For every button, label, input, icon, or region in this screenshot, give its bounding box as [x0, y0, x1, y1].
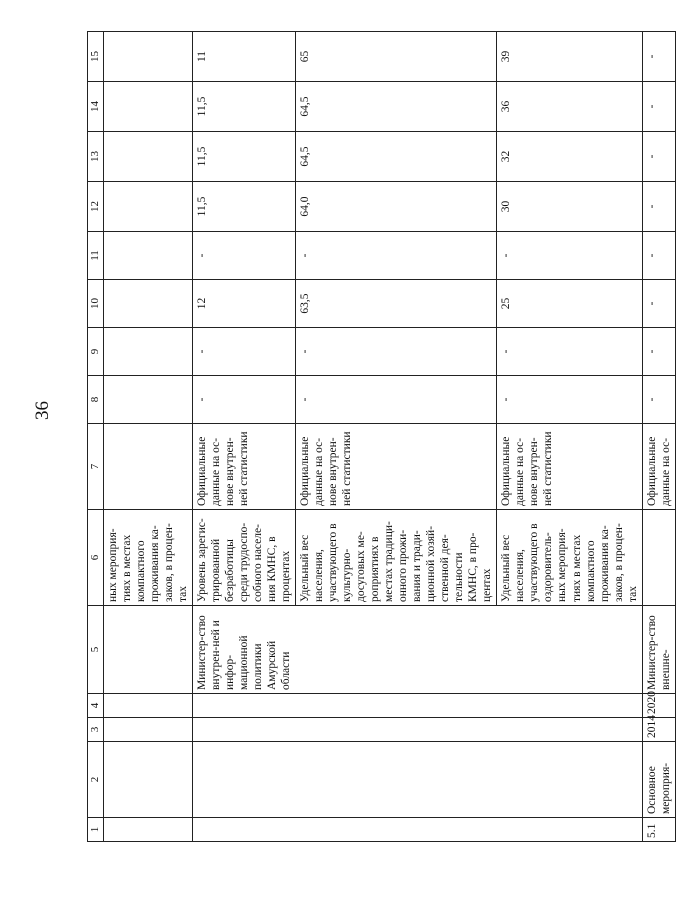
header-cell: 12 [88, 182, 104, 232]
cell-value: - [296, 232, 497, 280]
cell-value: - [497, 328, 642, 376]
cell-value: - [642, 280, 675, 328]
cell-source: Официальные данные на ос-нове внутрен-ней статистики [296, 424, 497, 510]
cell-value: - [497, 232, 642, 280]
cell-value: 11 [193, 32, 296, 82]
header-cell: 3 [88, 718, 104, 742]
cell-value: 65 [296, 32, 497, 82]
cell-num: 5.1 [642, 818, 675, 842]
cell-indicator: Уровень зарегис-трированной безработицы среди трудоспо-собного населе-ния КМНС, в процентах [193, 510, 296, 606]
cell-value: 64,5 [296, 82, 497, 132]
indicators-table [87, 31, 676, 842]
cell-value: 64,0 [296, 182, 497, 232]
cell-value: - [642, 132, 675, 182]
cell-value [104, 376, 193, 424]
header-cell: 11 [88, 232, 104, 280]
table-row [104, 32, 193, 842]
header-cell: 8 [88, 376, 104, 424]
cell-value: - [296, 376, 497, 424]
cell-value: - [642, 182, 675, 232]
header-cell: 14 [88, 82, 104, 132]
cell-start [193, 718, 642, 742]
cell-activity: Основное мероприя- [642, 742, 675, 818]
cell-value: 32 [497, 132, 642, 182]
cell-value: - [193, 328, 296, 376]
header-cell: 15 [88, 32, 104, 82]
cell-value [104, 280, 193, 328]
cell-value: 39 [497, 32, 642, 82]
cell-activity [193, 742, 642, 818]
cell-value: 64,5 [296, 132, 497, 182]
cell-value [104, 82, 193, 132]
cell-value [104, 182, 193, 232]
cell-executor [104, 606, 193, 694]
header-cell: 10 [88, 280, 104, 328]
table-row [193, 32, 296, 842]
cell-value: 63,5 [296, 280, 497, 328]
cell-indicator: Удельный вес населения, участвующего в оздоровитель-ных мероприя-тиях в местах компактного проживания ка-заков, в процен-тах [497, 510, 642, 606]
cell-end: 2020 [642, 694, 675, 718]
cell-value: - [642, 82, 675, 132]
header-cell: 7 [88, 424, 104, 510]
cell-value: 36 [497, 82, 642, 132]
cell-value: - [642, 32, 675, 82]
cell-value: 11,5 [193, 82, 296, 132]
header-row [88, 32, 104, 842]
cell-end [104, 694, 193, 718]
cell-num [104, 818, 193, 842]
cell-value: - [193, 376, 296, 424]
cell-start [104, 718, 193, 742]
cell-value: - [642, 232, 675, 280]
cell-value: 25 [497, 280, 642, 328]
header-cell: 13 [88, 132, 104, 182]
cell-indicator [642, 510, 675, 606]
cell-indicator: Удельный вес населения, участвующего в культурно-досуговых ме-роприятиях в местах традици-онного прожи-вания и тради-ционной хозяй-ственной дея-тельности КМНС, в про-центах [296, 510, 497, 606]
cell-executor: Министер-ство внутрен-ней и инфор-мационной политики Амурской области [193, 606, 642, 694]
cell-source [104, 424, 193, 510]
header-cell: 2 [88, 742, 104, 818]
cell-value: - [642, 376, 675, 424]
cell-value [104, 232, 193, 280]
cell-source: Официальные данные на ос-нове внутрен-ней статистики [193, 424, 296, 510]
cell-value: - [642, 328, 675, 376]
cell-executor: Министер-ство внешне- [642, 606, 675, 694]
header-cell: 1 [88, 818, 104, 842]
cell-num [193, 818, 642, 842]
header-cell: 9 [88, 328, 104, 376]
header-cell: 4 [88, 694, 104, 718]
page-number: 36 [32, 401, 53, 420]
cell-indicator: ных мероприя-тиях в местах компактного проживания ка-заков, в процен-тах [104, 510, 193, 606]
cell-end [193, 694, 642, 718]
cell-value [104, 32, 193, 82]
cell-value: 11,5 [193, 132, 296, 182]
cell-value: - [193, 232, 296, 280]
table-row [642, 32, 675, 842]
cell-source: Официальные данные на ос-нове внутрен-ней статистики [497, 424, 642, 510]
cell-value: 30 [497, 182, 642, 232]
cell-value: 12 [193, 280, 296, 328]
cell-start: 2014 [642, 718, 675, 742]
table-container [87, 32, 672, 842]
cell-value: - [296, 328, 497, 376]
cell-value [104, 132, 193, 182]
header-cell: 6 [88, 510, 104, 606]
cell-source: Официальные данные на ос- [642, 424, 675, 510]
cell-value [104, 328, 193, 376]
cell-value: 11,5 [193, 182, 296, 232]
cell-activity [104, 742, 193, 818]
cell-value: - [497, 376, 642, 424]
header-cell: 5 [88, 606, 104, 694]
